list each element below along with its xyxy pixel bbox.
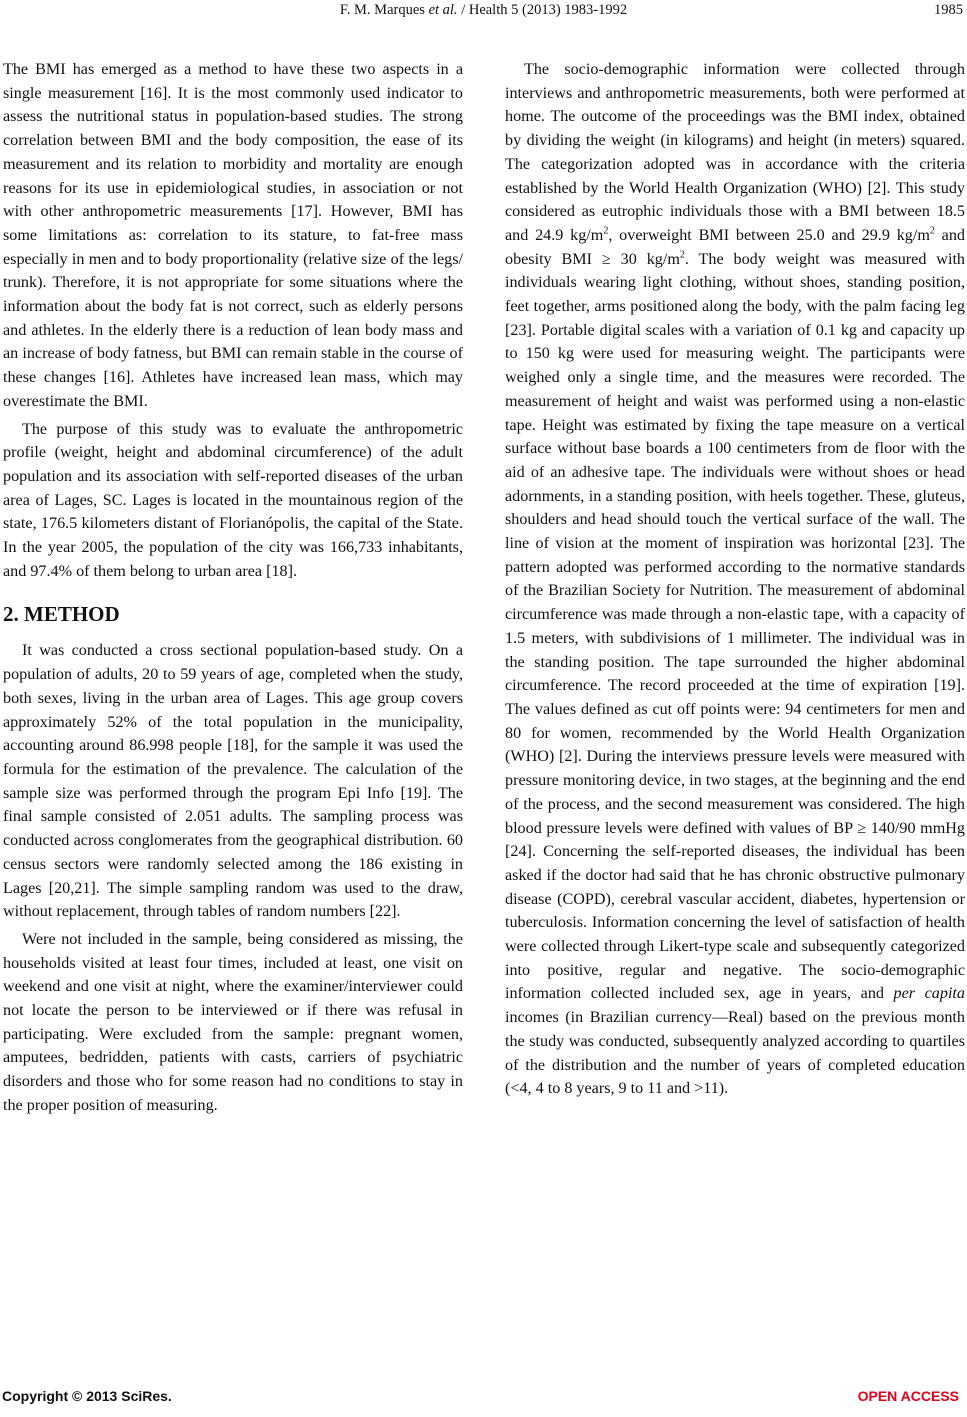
footer-copyright: Copyright © 2013 SciRes. [2,1388,172,1404]
running-title-authors: F. M. Marques [339,2,429,18]
paragraph-study-design: It was conducted a cross sectional population-based study. On a population of adults, 20 to 59 years of age, completed when the study, both sexes, living in the urban area of Lages. This age group covers approximately 52% of the total population in the municipality, accounting around 86.998 people [18], for the sample it was used the formula for the estimation of the prevalence. The calculation of the sample size was performed through the program Epi Info [19]. The final sample consisted of 2.051 adults. The sampling process was conducted across conglomerates from the geographical distribution. 60 census sectors were randomly selected among the 186 existing in Lages [20,21]. The simple sampling random was used to the draw, without replacement, through tables of random numbers [22]. [3,642,463,921]
running-title-etal: et al. [428,2,458,18]
paragraph-measurements: The socio-demographic information were collected through interviews and anthropometric measurements, both were performed at home. The outcome of the proceedings was the BMI index, obtained by dividing the weight (in kilograms) and height (in meters) squared. The categorization adopted was in accordance with the criteria established by the World Health Organization (WHO) [2]. This study considered as eutrophic individuals those with a BMI between 18.5 and 24.9 $kg/m^2$, overweight BMI between 25.0 and 29.9 $kg/m^2$ and obesity BMI ≥ 30 $kg/m^2$. The body weight was measured with individuals wearing light clothing, without shoes, standing position, feet together, arms positioned along the body, with the palm facing leg [23]. Portable digital scales with a variation of 0.1 kg and capacity up to 150 kg were used for measuring weight. The participants were weighed only a single time, and the measures were recorded. The measurement of height and waist was performed using a non-elastic tape. Height was estimated by fixing the tape measure on a vertical surface without base boards a 100 centimeters from de floor with the aid of an adhesive tape. The individuals were without shoes or head adornments, in a standing position, with heels together. These, gluteus, shoulders and head should touch the vertical surface of the wall. The line of vision at the moment of inspiration was horizontal [23]. The pattern adopted was performed according to the normative standards of the Brazilian Society for Nutrition. The measurement of abdominal circumference was made through a non-elastic tape, with a capacity of 1.5 meters, with subdivisions of 1 millimeter. The individual was in the standing position. The tape surrounded the higher abdominal circumference. The record proceeded at the time of expiration [19]. The values defined as cut off points were: 94 centimeters for men and 80 for women, recommended by the World Health Organization (WHO) [2]. During the interviews pressure levels were measured with pressure monitoring device, in two stages, at the beginning and the end of the process, and the second measurement was considered. The high blood pressure levels were defined with values of BP ≥ 140/90 mmHg [24]. Concerning the self-reported diseases, the individual has been asked if the doctor had said that he has chronic obstructive pulmonary disease (COPD), cerebral vascular accident, diabetes, hypertension or tuberculosis. Information concerning the level of satisfaction of health were collected through Likert-type scale and subsequently categorized into positive, regular and negative. The socio-demographic information collected included sex, age in years, and per capita incomes (in Brazilian currency—Real) based on the previous month the study was conducted, subsequently analyzed according to quartiles of the distribution and the number of years of completed education (<4, 4 to 8 years, 9 to 11 and >11). [505,61,965,1098]
running-title [0,2,967,19]
footer-open-access: OPEN ACCESS [857,1388,959,1404]
section-heading-method: 2. METHOD [3,602,120,627]
paragraph-study-purpose: The purpose of this study was to evaluate the anthropometric profile (weight, height and abdominal circumference) of the adult population and its association with self-reported diseases of the urban area of Lages, SC. Lages is located in the mountainous region of the state, 176.5 kilometers distant of Florianópolis, the capital of the State. In the year 2005, the population of the city was 166,733 inhabitants, and 97.4% of them belong to urban area [18]. [3,420,463,580]
paragraph-exclusion-criteria: Were not included in the sample, being considered as missing, the households visited at least four times, included at least, one visit on weekend and one visit at night, where the examiner/interviewer could not locate the person to be interviewed or if there was refusal in participating. Were excluded from the sample: pregnant women, amputees, bedridden, patients with casts, carriers of psychiatric disorders and those who for some reason had no conditions to stay in the proper position of measuring. [3,930,463,1114]
right-column [505,58,965,1101]
running-header [0,2,967,22]
page-number: 1985 [934,2,963,18]
running-title-journal: / Health 5 (2013) 1983-1992 [457,2,628,18]
paragraph-bmi-intro: The BMI has emerged as a method to have these two aspects in a single measurement [16]. It is the most commonly used indicator to assess the nutritional status in population-based studies. The strong correlation between BMI and the body composition, the ease of its measurement and its relation to morbidity and mortality are enough reasons for its use in epidemiological studies, in association or not with other anthropometric measurements [17]. However, BMI has some limitations as: correlation to its stature, to fat-free mass especially in men and to body proportionality (relative size of the legs/ trunk). Therefore, it is not appropriate for some situations where the information about the body fat is not correct, such as elderly persons and athletes. In the elderly there is a reduction of lean body mass and an increase of body fatness, but BMI can remain stable in the course of these changes [16]. Athletes have increased lean mass, which may overestimate the BMI. [3,61,463,410]
left-column [3,58,463,1118]
